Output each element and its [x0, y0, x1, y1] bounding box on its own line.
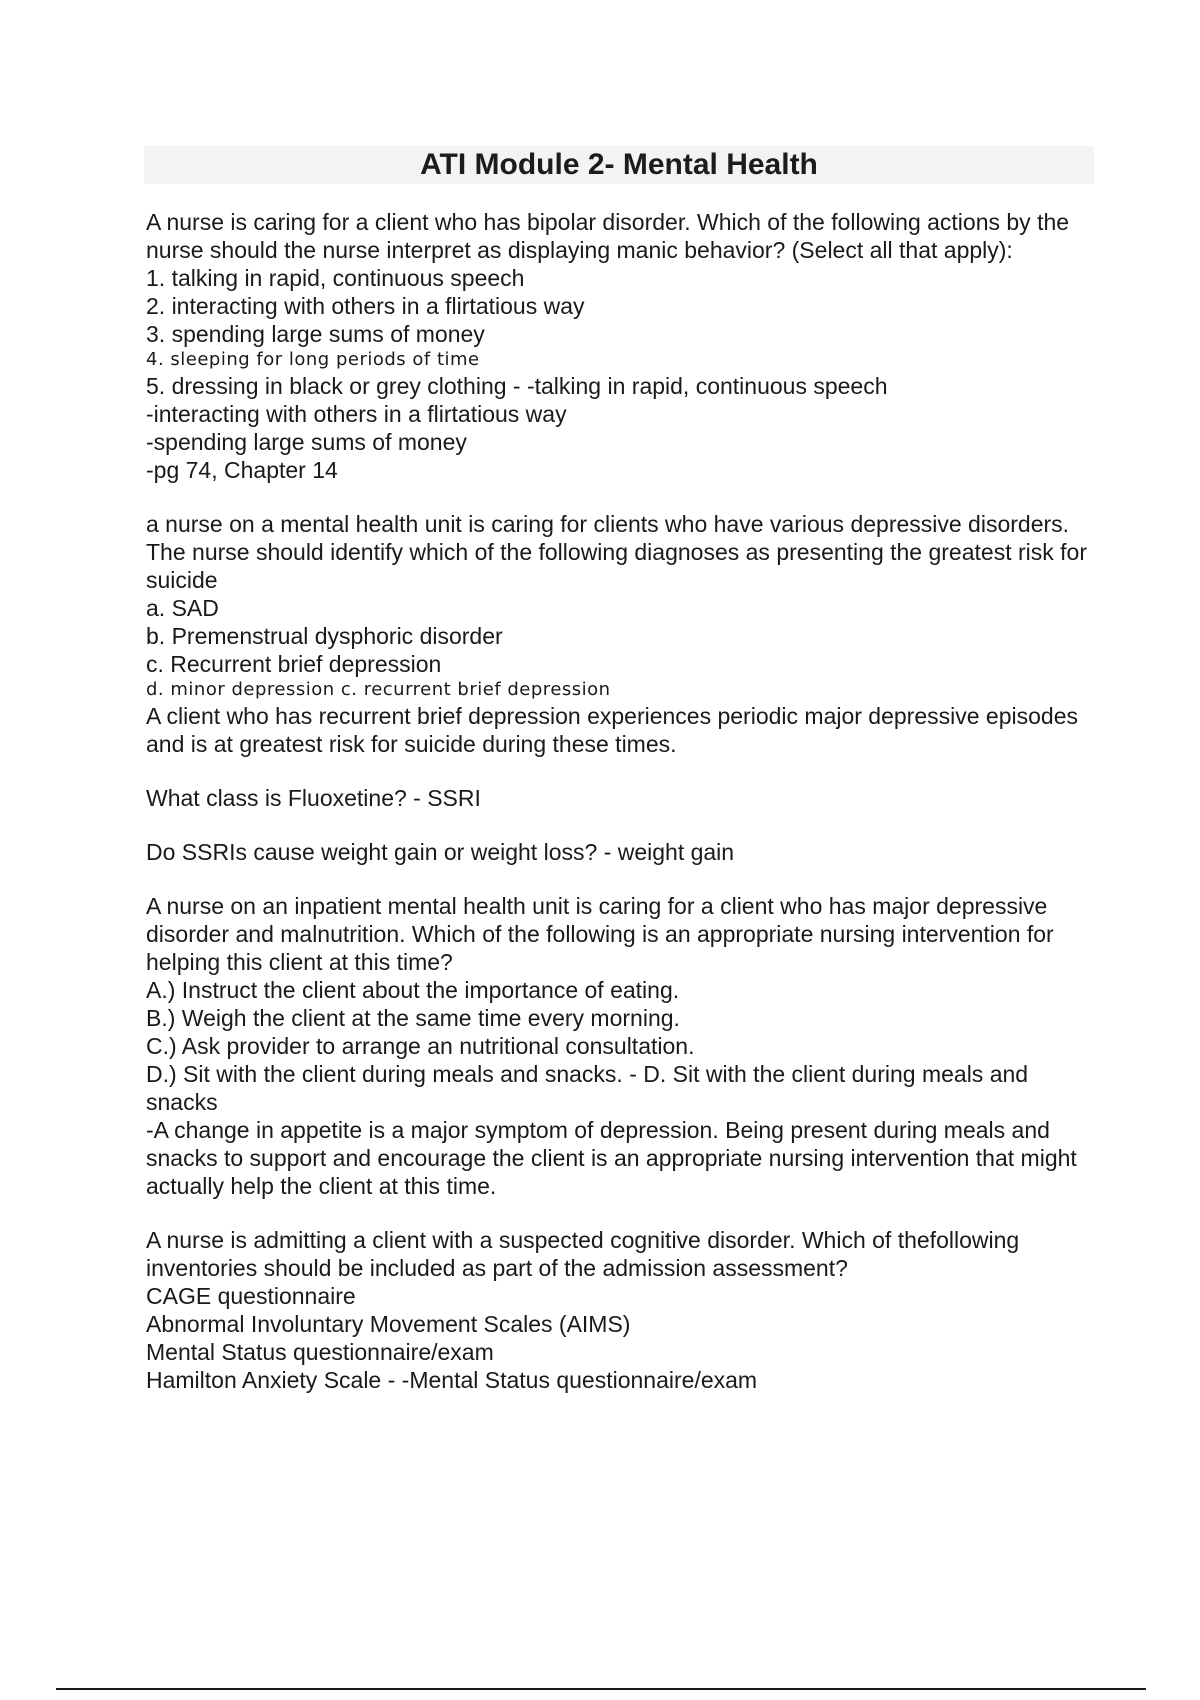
question-stem: What class is Fluoxetine? - SSRI [146, 785, 481, 811]
answer-line: -interacting with others in a flirtatious way [146, 401, 567, 427]
question-stem: A nurse is caring for a client who has bipolar disorder. Which of the following actions by the nurse should the nurse interpret as displaying manic behavior? (Select all that apply): [146, 209, 1070, 263]
rationale-text: A client who has recurrent brief depression experiences periodic major depressive episodes and is at greatest risk for suicide during these times. [146, 703, 1078, 757]
rationale-text: -A change in appetite is a major symptom of depression. Being present during meals and snacks to support and encourage the client is an appropriate nursing intervention that might actually help the client at this time. [146, 1117, 1077, 1199]
document-body [146, 208, 1096, 1420]
option-line: a. SAD [146, 595, 219, 621]
answer-line: D.) Sit with the client during meals and snacks. - D. Sit with the client during meals and snacks [146, 1061, 1029, 1115]
option-line: 3. spending large sums of money [146, 321, 485, 347]
option-line: 4. sleeping for long periods of time [146, 349, 480, 370]
option-line: Mental Status questionnaire/exam [146, 1339, 494, 1365]
footer-divider [56, 1688, 1146, 1690]
question-stem: A nurse is admitting a client with a suspected cognitive disorder. Which of thefollowing inventories should be included as part of the admission assessment? [146, 1227, 1020, 1281]
page-title: ATI Module 2- Mental Health [420, 148, 818, 181]
option-line: c. Recurrent brief depression [146, 651, 442, 677]
option-line: C.) Ask provider to arrange an nutritional consultation. [146, 1033, 695, 1059]
question-block [146, 510, 1096, 758]
reference-line: -pg 74, Chapter 14 [146, 457, 338, 483]
question-stem: a nurse on a mental health unit is caring for clients who have various depressive disorders. The nurse should identify which of the following diagnoses as presenting the greatest risk for suicide [146, 511, 1087, 593]
option-line: d. minor depression c. recurrent brief depression [146, 679, 611, 700]
question-stem: A nurse on an inpatient mental health unit is caring for a client who has major depressive disorder and malnutrition. Which of the following is an appropriate nursing intervention for helping this client at this time? [146, 893, 1054, 975]
question-block [146, 1226, 1096, 1394]
option-line: A.) Instruct the client about the importance of eating. [146, 977, 680, 1003]
option-line: b. Premenstrual dysphoric disorder [146, 623, 503, 649]
question-block [146, 208, 1096, 484]
question-block [146, 838, 1096, 866]
option-line: B.) Weigh the client at the same time every morning. [146, 1005, 680, 1031]
option-line: CAGE questionnaire [146, 1283, 356, 1309]
option-line: 5. dressing in black or grey clothing - -talking in rapid, continuous speech [146, 373, 888, 399]
option-line: Hamilton Anxiety Scale - -Mental Status questionnaire/exam [146, 1367, 758, 1393]
option-line: 1. talking in rapid, continuous speech [146, 265, 525, 291]
option-line: Abnormal Involuntary Movement Scales (AIMS) [146, 1311, 631, 1337]
title-bar [144, 146, 1094, 184]
question-stem: Do SSRIs cause weight gain or weight loss? - weight gain [146, 839, 735, 865]
answer-line: -spending large sums of money [146, 429, 467, 455]
question-block [146, 784, 1096, 812]
question-block [146, 892, 1096, 1200]
option-line: 2. interacting with others in a flirtatious way [146, 293, 585, 319]
